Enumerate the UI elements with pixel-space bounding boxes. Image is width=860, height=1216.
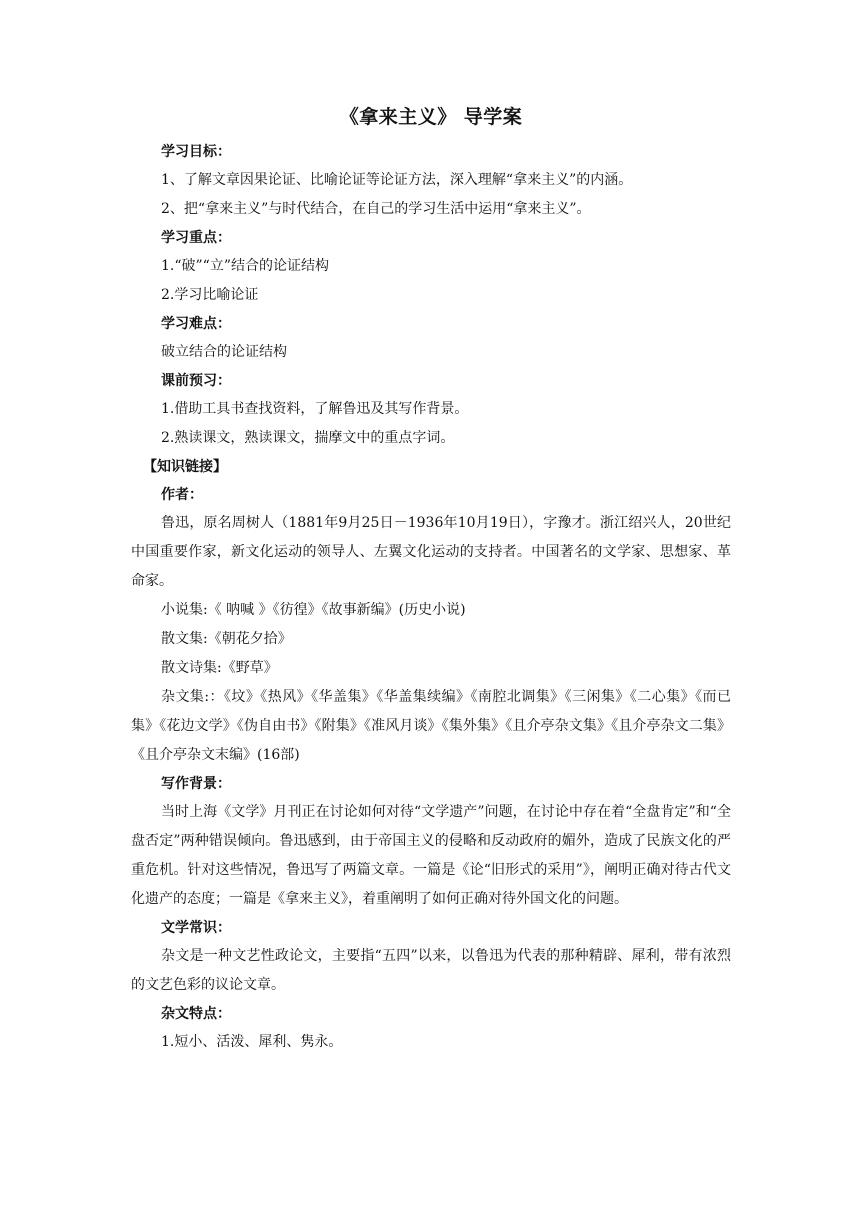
literary-knowledge-heading: 文学常识： bbox=[161, 920, 231, 936]
preview-item: 1.借助工具书查找资料，了解鲁迅及其写作背景。 bbox=[161, 401, 469, 417]
author-works-essays: 杂文集:：《坟》《热风》《华盖集》《华盖集续编》《南腔北调集》《三闲集》《二心集》《而已集》《花边文学》《伪自由书》《附集》《准风月谈》《集外集》《且介亭杂文集》《且介亭杂文二集》《且介亭杂文末编》(16部) bbox=[131, 689, 731, 763]
objective-item: 1、了解文章因果论证、比喻论证等论证方法，深入理解“拿来主义”的内涵。 bbox=[161, 172, 633, 188]
literary-knowledge-text: 杂文是一种文艺性政论文，主要指“五四”以来，以鲁迅为代表的那种精辟、犀利，带有浓烈的文艺色彩的议论文章。 bbox=[131, 948, 731, 993]
document-content bbox=[131, 100, 731, 1057]
preview-item: 2.熟读课文，熟读课文，揣摩文中的重点字词。 bbox=[161, 430, 455, 446]
author-works-prose-poems: 散文诗集:《野草》 bbox=[161, 660, 278, 676]
key-points-heading: 学习重点： bbox=[161, 230, 231, 246]
difficulty-item: 破立结合的论证结构 bbox=[161, 344, 287, 360]
key-point-item: 1.“破”“立”结合的论证结构 bbox=[161, 258, 329, 274]
document-title: 《拿来主义》 导学案 bbox=[339, 106, 523, 128]
author-works-prose: 散文集:《朝花夕拾》 bbox=[161, 631, 292, 647]
preview-heading: 课前预习： bbox=[161, 373, 231, 389]
author-works-novels: 小说集:《 呐喊 》《彷徨》《故事新编》(历史小说) bbox=[161, 602, 466, 618]
objectives-heading: 学习目标： bbox=[161, 144, 231, 160]
key-point-item: 2.学习比喻论证 bbox=[161, 287, 259, 303]
author-bio: 鲁迅，原名周树人（1881年9月25日－1936年10月19日），字豫才。浙江绍兴人，20世纪中国重要作家，新文化运动的领导人、左翼文化运动的支持者。中国著名的文学家、思想家、革命家。 bbox=[131, 515, 731, 589]
difficulties-heading: 学习难点： bbox=[161, 316, 231, 332]
background-heading: 写作背景： bbox=[161, 776, 231, 792]
objective-item: 2、把“拿来主义”与时代结合，在自己的学习生活中运用“拿来主义”。 bbox=[161, 201, 591, 217]
essay-feature-item: 1.短小、活泼、犀利、隽永。 bbox=[161, 1034, 343, 1050]
knowledge-link-heading: 【知识链接】 bbox=[143, 459, 227, 475]
background-text: 当时上海《文学》月刊正在讨论如何对待“文学遗产”问题，在讨论中存在着“全盘肯定”和“全盘否定”两种错误倾向。鲁迅感到，由于帝国主义的侵略和反动政府的媚外，造成了民族文化的严重危机。针对这些情况，鲁迅写了两篇文章。一篇是《论“旧形式的采用”》，阐明正确对待古代文化遗产的态度；一篇是《拿来主义》，着重阐明了如何正确对待外国文化的问题。 bbox=[131, 804, 731, 907]
author-heading: 作者： bbox=[161, 487, 203, 503]
essay-features-heading: 杂文特点： bbox=[161, 1006, 231, 1022]
